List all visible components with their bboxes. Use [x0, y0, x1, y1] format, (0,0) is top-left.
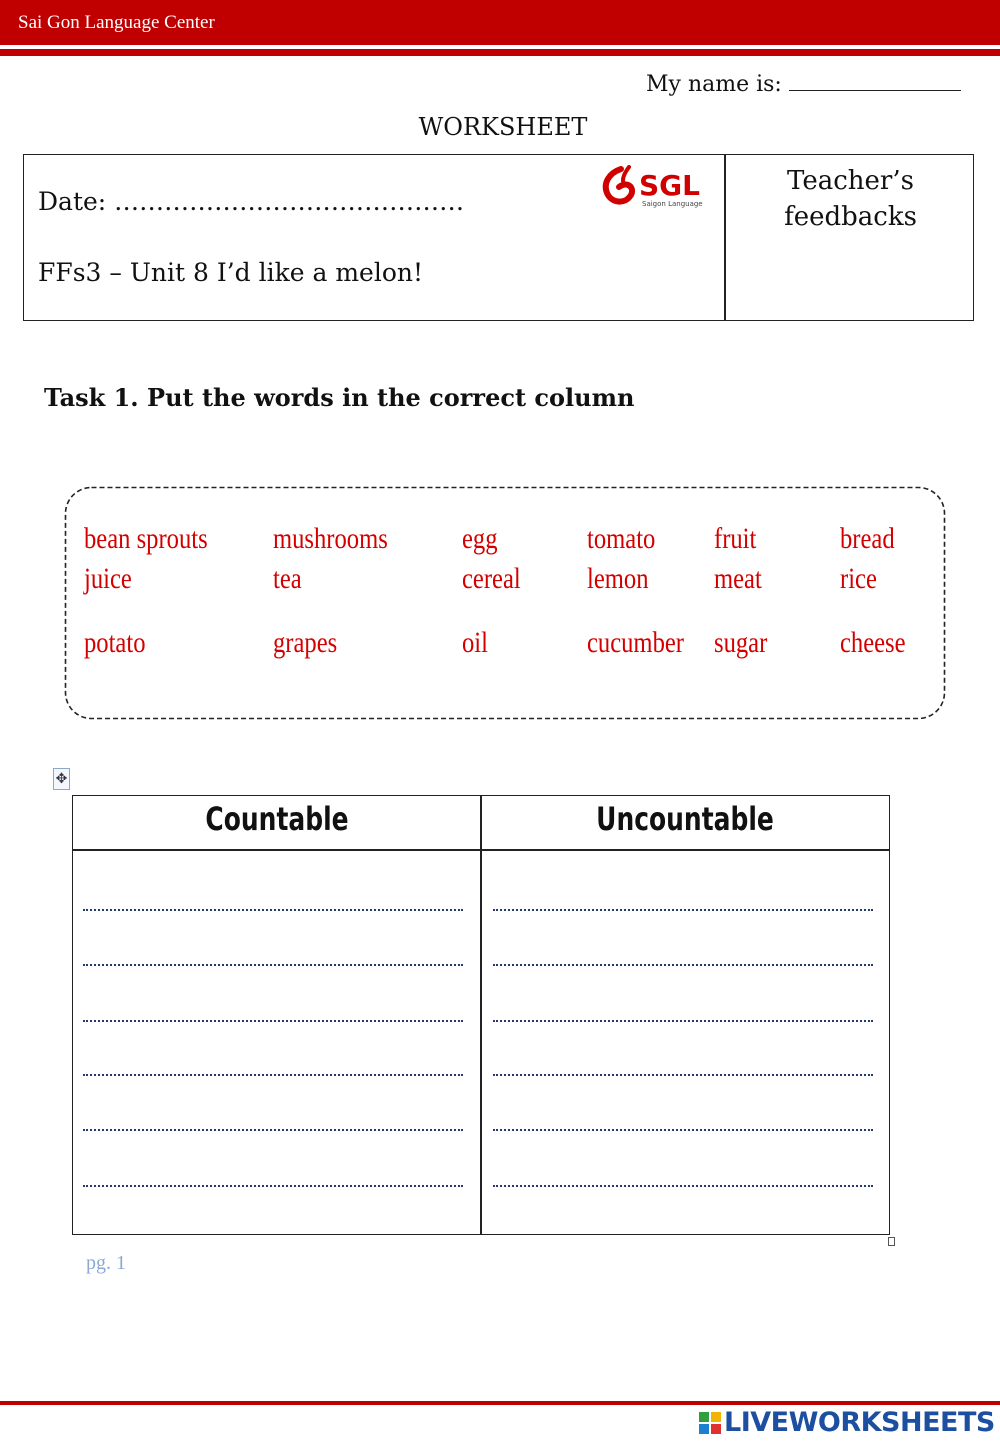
word-item[interactable]: cheese: [840, 626, 906, 659]
header-divider: [0, 49, 1000, 56]
word-item[interactable]: bread: [840, 522, 895, 555]
uncountable-answer-line[interactable]: [493, 1129, 873, 1131]
word-item[interactable]: tea: [273, 562, 302, 595]
date-field: Date: ……………………………………: [38, 187, 465, 216]
countable-answer-line[interactable]: [83, 909, 463, 911]
word-item[interactable]: mushrooms: [273, 522, 388, 555]
word-item[interactable]: grapes: [273, 626, 338, 659]
uncountable-answer-line[interactable]: [493, 1185, 873, 1187]
table-resize-handle[interactable]: [888, 1237, 895, 1246]
uncountable-answer-line[interactable]: [493, 964, 873, 966]
uncountable-answer-line[interactable]: [493, 909, 873, 911]
liveworksheets-logo-icon: [698, 1411, 722, 1435]
teacher-feedback: [726, 163, 975, 235]
word-item[interactable]: bean sprouts: [84, 522, 208, 555]
word-item[interactable]: sugar: [714, 626, 768, 659]
countable-header: Countable: [205, 800, 349, 838]
name-field: [646, 70, 961, 97]
countable-answer-line[interactable]: [83, 1185, 463, 1187]
footer-divider: [0, 1401, 1000, 1405]
logo-text: SGL: [639, 169, 700, 202]
worksheet-title: WORKSHEET: [418, 113, 588, 141]
page-number: pg. 1: [86, 1252, 126, 1274]
word-item[interactable]: cereal: [462, 562, 521, 595]
word-bank: [64, 486, 946, 720]
name-label: My name is:: [646, 72, 782, 97]
table-move-handle-icon[interactable]: ✥: [53, 768, 70, 790]
word-item[interactable]: tomato: [587, 522, 656, 555]
brand-text: LIVEWORKSHEETS: [724, 1407, 995, 1438]
feedback-line-2: feedbacks: [784, 202, 917, 232]
countable-answer-line[interactable]: [83, 1129, 463, 1131]
countable-answer-line[interactable]: [83, 1020, 463, 1022]
sgl-logo: [599, 161, 709, 211]
countable-answer-line[interactable]: [83, 1074, 463, 1076]
name-blank[interactable]: [789, 70, 961, 91]
word-item[interactable]: rice: [840, 562, 877, 595]
table-column-rule: [480, 796, 482, 1234]
header-bar: [0, 0, 1000, 45]
word-item[interactable]: oil: [462, 626, 488, 659]
info-box: [23, 154, 974, 321]
word-item[interactable]: lemon: [587, 562, 649, 595]
sorting-table: [72, 795, 890, 1235]
word-item[interactable]: juice: [84, 562, 132, 595]
liveworksheets-brand[interactable]: [698, 1406, 995, 1440]
word-item[interactable]: meat: [714, 562, 762, 595]
logo-subtext: Saigon Language: [642, 200, 703, 208]
word-item[interactable]: egg: [462, 522, 498, 555]
word-item[interactable]: potato: [84, 626, 146, 659]
feedback-line-1: Teacher’s: [787, 166, 914, 196]
uncountable-answer-line[interactable]: [493, 1074, 873, 1076]
countable-answer-line[interactable]: [83, 964, 463, 966]
uncountable-header: Uncountable: [596, 800, 774, 838]
word-item[interactable]: fruit: [714, 522, 757, 555]
center-name: Sai Gon Language Center: [18, 12, 215, 33]
uncountable-answer-line[interactable]: [493, 1020, 873, 1022]
unit-title: FFs3 – Unit 8 I’d like a melon!: [38, 258, 424, 287]
task-1-heading: Task 1. Put the words in the correct column: [44, 383, 635, 412]
word-item[interactable]: cucumber: [587, 626, 684, 659]
